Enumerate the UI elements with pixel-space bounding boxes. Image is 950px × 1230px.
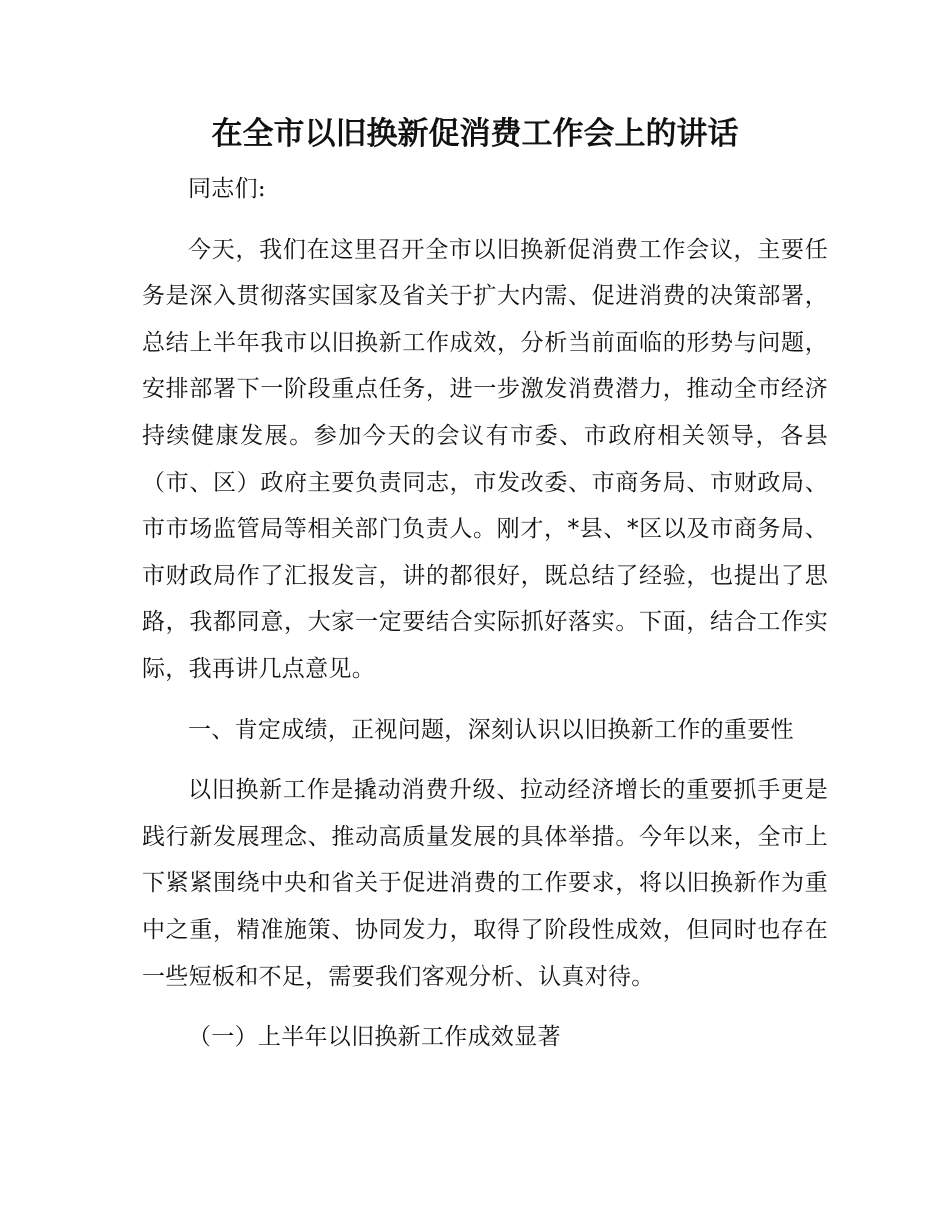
document-body — [142, 166, 828, 1061]
document-title: 在全市以旧换新促消费工作会上的讲话 — [211, 116, 739, 152]
paragraph-intro: 今天，我们在这里召开全市以旧换新促消费工作会议，主要任务是深入贯彻落实国家及省关于扩大内需、促进消费的决策部署，总结上半年我市以旧换新工作成效，分析当前面临的形势与问题，安排部署下一阶段重点任务，进一步激发消费潜力，推动全市经济持续健康发展。参加今天的会议有市委、市政府相关领导，各县（市、区）政府主要负责同志，市发改委、市商务局、市财政局、市市场监管局等相关部门负责人。刚才，*县、*区以及市商务局、市财政局作了汇报发言，讲的都很好，既总结了经验，也提出了思路，我都同意，大家一定要结合实际抓好落实。下面，结合工作实际，我再讲几点意见。 — [142, 236, 828, 682]
greeting: 同志们: — [188, 176, 266, 202]
section-heading-1: 一、肯定成绩，正视问题，深刻认识以旧换新工作的重要性 — [188, 716, 794, 743]
sub-heading-1: （一）上半年以旧换新工作成效显著 — [188, 1024, 561, 1051]
paragraph-section-1: 以旧换新工作是撬动消费升级、拉动经济增长的重要抓手更是践行新发展理念、推动高质量发展的具体举措。今年以来，全市上下紧紧围绕中央和省关于促进消费的工作要求，将以旧换新作为重中之重，精准施策、协同发力，取得了阶段性成效，但同时也存在一些短板和不足，需要我们客观分析、认真对待。 — [142, 777, 828, 990]
